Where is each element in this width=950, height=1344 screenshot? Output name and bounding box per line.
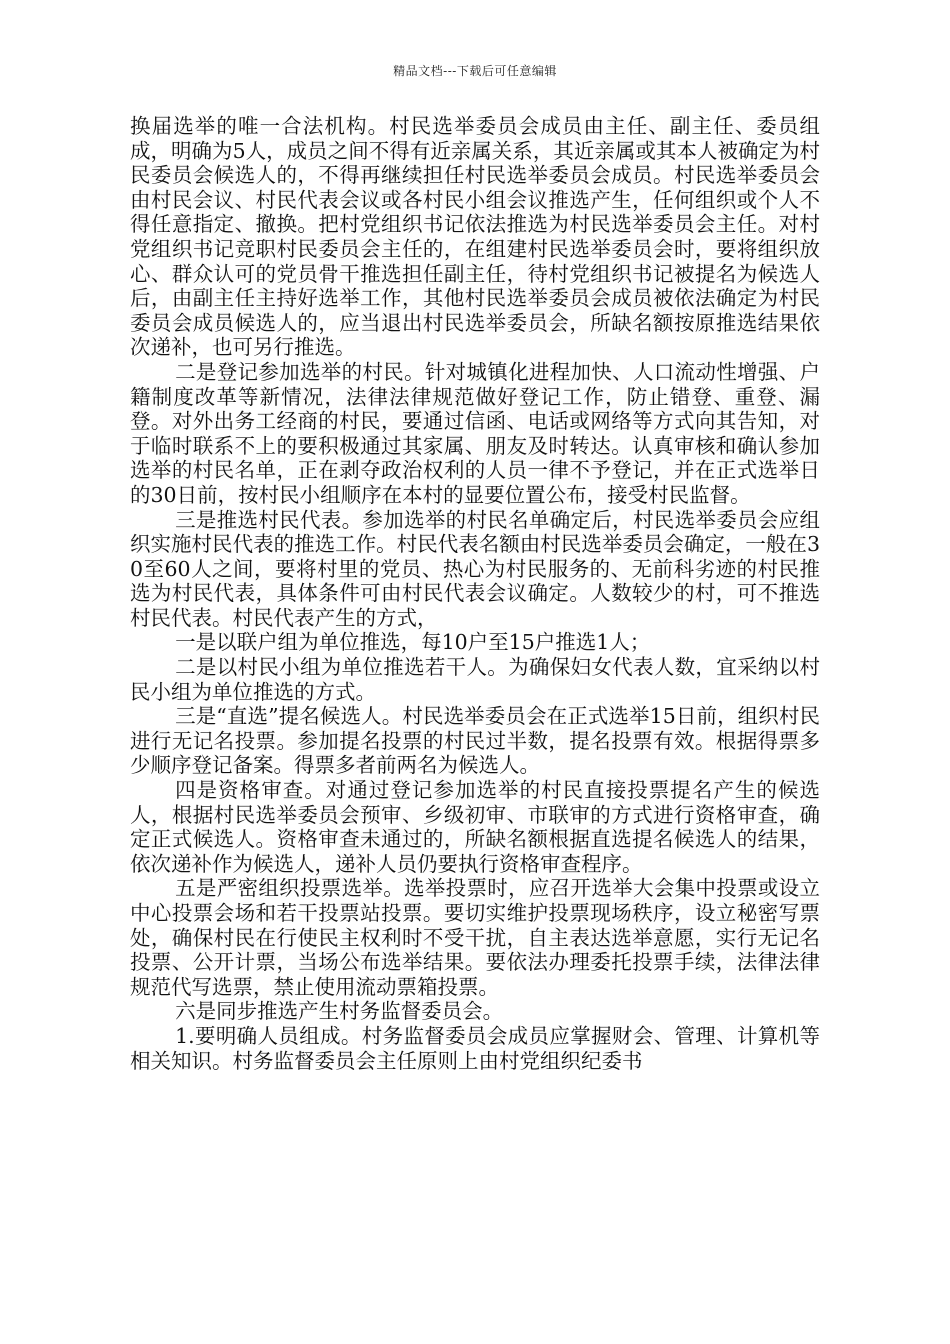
paragraph: 三是推选村民代表。参加选举的村民名单确定后，村民选举委员会应组织实施村民代表的推选工作。村民代表名额由村民选举委员会确定，一般在30至60人之间，要将村里的党员、热心为村民服务的、无前科劣迹的村民推选为村民代表，具体条件可由村民代表会议确定。人数较少的村，可不推选村民代表。村民代表产生的方式， bbox=[130, 507, 820, 630]
paragraph: 五是严密组织投票选举。选举投票时，应召开选举大会集中投票或设立中心投票会场和若干投票站投票。要切实维护投票现场秩序，设立秘密写票处，确保村民在行使民主权利时不受干扰，自主表达选举意愿，实行无记名投票、公开计票，当场公布选举结果。要依法办理委托投票手续，法律法律规范代写选票，禁止使用流动票箱投票。 bbox=[130, 876, 820, 999]
paragraph: 六是同步推选产生村务监督委员会。 bbox=[175, 999, 504, 1024]
paragraph: 1.要明确人员组成。村务监督委员会成员应掌握财会、管理、计算机等相关知识。村务监督委员会主任原则上由村党组织纪委书 bbox=[130, 1023, 820, 1073]
paragraph: 一是以联户组为单位推选，每10户至15户推选1人； bbox=[175, 630, 651, 655]
paragraph: 换届选举的唯一合法机构。村民选举委员会成员由主任、副主任、委员组成，明确为5人，成员之间不得有近亲属关系，其近亲属或其本人被确定为村民委员会候选人的，不得再继续担任村民选举委员会成员。村民选举委员会由村民会议、村民代表会议或各村民小组会议推选产生，任何组织或个人不得任意指定、撤换。把村党组织书记依法推选为村民选举委员会主任。对村党组织书记竞职村民委员会主任的，在组建村民选举委员会时，要将组织放心、群众认可的党员骨干推选担任副主任，待村党组织书记被提名为候选人后，由副主任主持好选举工作，其他村民选举委员会成员被依法确定为村民委员会成员候选人的，应当退出村民选举委员会，所缺名额按原推选结果依次递补，也可另行推选。 bbox=[130, 114, 820, 360]
paragraph: 四是资格审查。对通过登记参加选举的村民直接投票提名产生的候选人，根据村民选举委员会预审、乡级初审、市联审的方式进行资格审查，确定正式候选人。资格审查未通过的，所缺名额根据直选提名候选人的结果，依次递补作为候选人，递补人员仍要执行资格审查程序。 bbox=[130, 778, 820, 876]
document-body bbox=[130, 114, 820, 1073]
paragraph: 三是“直选”提名候选人。村民选举委员会在正式选举15日前，组织村民进行无记名投票。参加提名投票的村民过半数，提名投票有效。根据得票多少顺序登记备案。得票多者前两名为候选人。 bbox=[130, 704, 820, 778]
paragraph: 二是以村民小组为单位推选若干人。为确保妇女代表人数，宜采纳以村民小组为单位推选的方式。 bbox=[130, 655, 820, 704]
page-header: 精品文档---下载后可任意编辑 bbox=[393, 64, 557, 78]
paragraph: 二是登记参加选举的村民。针对城镇化进程加快、人口流动性增强、户籍制度改革等新情况，法律法律规范做好登记工作，防止错登、重登、漏登。对外出务工经商的村民，要通过信函、电话或网络等方式向其告知，对于临时联系不上的要积极通过其家属、朋友及时转达。认真审核和确认参加选举的村民名单，正在剥夺政治权利的人员一律不予登记，并在正式选举日的30日前，按村民小组顺序在本村的显要位置公布，接受村民监督。 bbox=[130, 359, 820, 507]
